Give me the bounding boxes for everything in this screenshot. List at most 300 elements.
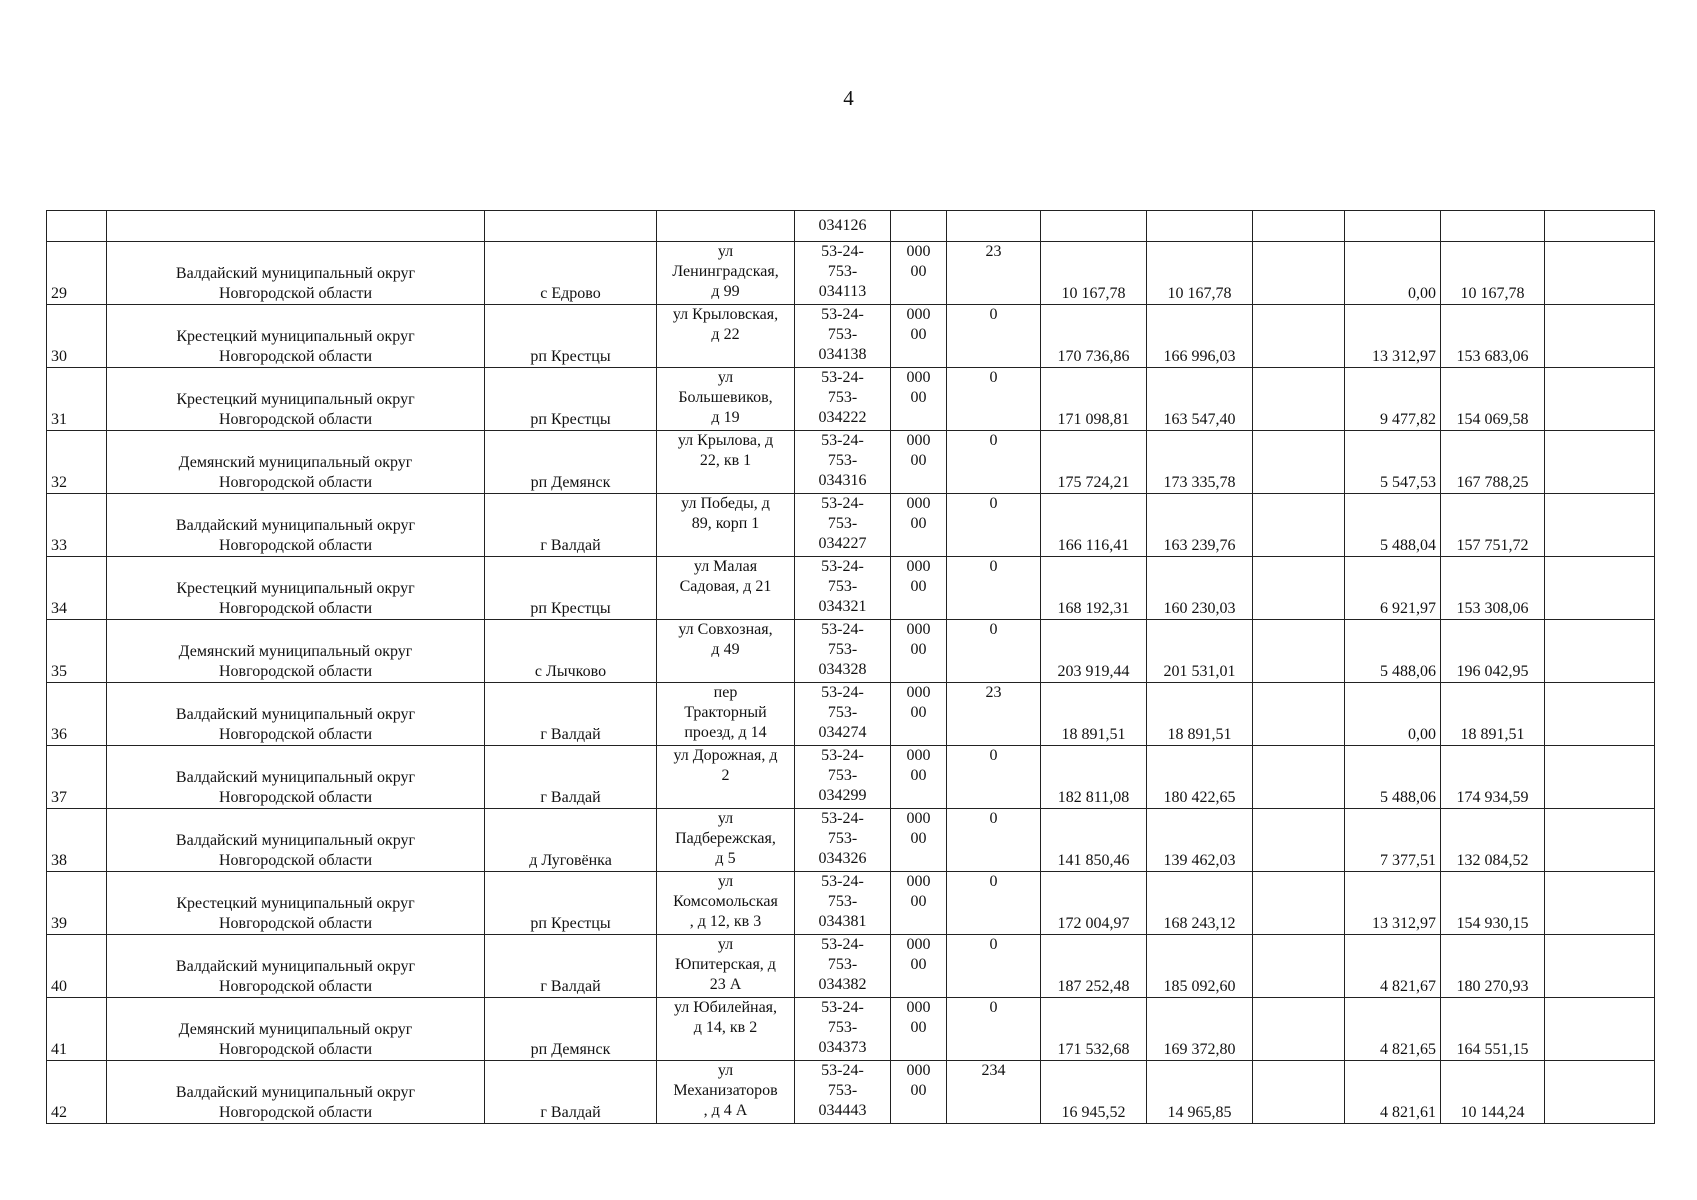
- amount-1: 171 532,68: [1041, 998, 1147, 1061]
- amount-4: 5 488,04: [1345, 494, 1441, 557]
- municipal-okrug: [107, 683, 485, 746]
- category-code: 0: [947, 431, 1041, 494]
- amount-3: [1253, 872, 1345, 935]
- continuation-row: [47, 211, 1655, 242]
- sub-code: [891, 431, 947, 494]
- amount-5: 164 551,15: [1441, 998, 1545, 1061]
- cell-line: Валдайский муниципальный округ: [175, 958, 416, 975]
- amount-3: [1253, 746, 1345, 809]
- category-code: 0: [947, 494, 1041, 557]
- cell-line: Новгородской области: [218, 411, 373, 428]
- settlement: с Едрово: [485, 242, 657, 305]
- cell-line: Новгородской области: [218, 348, 373, 365]
- table-row: [47, 998, 1655, 1061]
- settlement: рп Крестцы: [485, 557, 657, 620]
- cell-line: 53-24-: [821, 369, 864, 386]
- category-code: 0: [947, 746, 1041, 809]
- cell-line: 753-: [827, 641, 858, 658]
- amount-5: 180 270,93: [1441, 935, 1545, 998]
- register-table: [46, 210, 1655, 1124]
- row-number: 31: [47, 368, 107, 431]
- cell-line: Валдайский муниципальный округ: [175, 769, 416, 786]
- cell-line: Крестецкий муниципальный округ: [176, 580, 415, 597]
- cell-line: Комсомольская: [673, 893, 778, 910]
- cell-line: Механизаторов: [673, 1082, 778, 1099]
- address: [657, 1061, 795, 1124]
- cell-line: Новгородской области: [218, 474, 373, 491]
- table-cell: [107, 211, 485, 242]
- category-code: 23: [947, 242, 1041, 305]
- category-code: 0: [947, 368, 1041, 431]
- row-number: 40: [47, 935, 107, 998]
- category-code: 0: [947, 305, 1041, 368]
- table-cell: [47, 211, 107, 242]
- category-code: 234: [947, 1061, 1041, 1124]
- row-number: 29: [47, 242, 107, 305]
- sub-code: [891, 305, 947, 368]
- sub-code: [891, 557, 947, 620]
- page-number: 4: [843, 86, 854, 110]
- sub-code: [891, 1061, 947, 1124]
- cell-line: 034382: [818, 976, 867, 993]
- object-code: [795, 305, 891, 368]
- settlement: рп Крестцы: [485, 305, 657, 368]
- amount-5: 167 788,25: [1441, 431, 1545, 494]
- table-cell: [947, 211, 1041, 242]
- cell-line: 753-: [827, 578, 858, 595]
- cell-line: ул: [717, 1062, 734, 1079]
- cell-line: 00: [910, 893, 927, 910]
- amount-3: [1253, 809, 1345, 872]
- amount-6: [1545, 935, 1655, 998]
- cell-line: 000: [906, 936, 931, 953]
- cell-line: 22, кв 1: [699, 452, 752, 469]
- cell-line: 753-: [827, 893, 858, 910]
- amount-1: 10 167,78: [1041, 242, 1147, 305]
- cell-line: 53-24-: [821, 936, 864, 953]
- cell-line: 034299: [818, 787, 867, 804]
- category-code: 0: [947, 935, 1041, 998]
- cell-line: 00: [910, 452, 927, 469]
- cell-line: ул Победы, д: [681, 495, 770, 512]
- amount-4: 5 547,53: [1345, 431, 1441, 494]
- cell-line: 00: [910, 830, 927, 847]
- cell-line: 23 А: [709, 976, 742, 993]
- amount-3: [1253, 242, 1345, 305]
- cell-line: 53-24-: [821, 999, 864, 1016]
- cell-line: 753-: [827, 704, 858, 721]
- amount-3: [1253, 998, 1345, 1061]
- cell-line: 53-24-: [821, 684, 864, 701]
- amount-5: 153 308,06: [1441, 557, 1545, 620]
- cell-line: 53-24-: [821, 747, 864, 764]
- cell-line: Демянский муниципальный округ: [178, 454, 413, 471]
- cell-line: 00: [910, 326, 927, 343]
- amount-4: 5 488,06: [1345, 620, 1441, 683]
- cell-line: 034443: [818, 1102, 867, 1119]
- cell-line: ул Крыловская,: [672, 306, 779, 323]
- row-number: 30: [47, 305, 107, 368]
- cell-line: Валдайский муниципальный округ: [175, 1084, 416, 1101]
- amount-2: 173 335,78: [1147, 431, 1253, 494]
- cell-line: 000: [906, 369, 931, 386]
- address: [657, 368, 795, 431]
- category-code: 0: [947, 809, 1041, 872]
- amount-4: 4 821,67: [1345, 935, 1441, 998]
- cell-line: Новгородской области: [218, 537, 373, 554]
- sub-code: [891, 368, 947, 431]
- amount-6: [1545, 998, 1655, 1061]
- cell-line: д 22: [711, 326, 740, 343]
- cell-line: Падбережская,: [675, 830, 776, 847]
- cell-line: 000: [906, 873, 931, 890]
- cell-line: Большевиков,: [678, 389, 773, 406]
- address: [657, 494, 795, 557]
- municipal-okrug: [107, 368, 485, 431]
- cell-line: 89, корп 1: [691, 515, 760, 532]
- cell-line: Юпитерская, д: [675, 956, 776, 973]
- settlement: рп Крестцы: [485, 872, 657, 935]
- amount-5: 10 144,24: [1441, 1061, 1545, 1124]
- amount-4: 9 477,82: [1345, 368, 1441, 431]
- cell-line: 53-24-: [821, 495, 864, 512]
- settlement: г Валдай: [485, 746, 657, 809]
- amount-4: 13 312,97: [1345, 872, 1441, 935]
- municipal-okrug: [107, 809, 485, 872]
- amount-1: 168 192,31: [1041, 557, 1147, 620]
- amount-2: 180 422,65: [1147, 746, 1253, 809]
- amount-3: [1253, 305, 1345, 368]
- object-code: [795, 1061, 891, 1124]
- amount-3: [1253, 494, 1345, 557]
- municipal-okrug: [107, 746, 485, 809]
- cell-line: Крестецкий муниципальный округ: [176, 895, 415, 912]
- municipal-okrug: [107, 494, 485, 557]
- table-cell: [1253, 211, 1345, 242]
- cell-line: 034227: [818, 535, 867, 552]
- cell-line: 034316: [818, 472, 867, 489]
- cell-line: 034274: [818, 724, 867, 741]
- table-cell: [1545, 211, 1655, 242]
- row-number: 42: [47, 1061, 107, 1124]
- amount-6: [1545, 305, 1655, 368]
- cell-line: , д 12, кв 3: [689, 913, 762, 930]
- address: [657, 305, 795, 368]
- row-number: 34: [47, 557, 107, 620]
- cell-line: Тракторный: [684, 704, 767, 721]
- category-code: 0: [947, 998, 1041, 1061]
- cell-line: 00: [910, 1019, 927, 1036]
- amount-2: 10 167,78: [1147, 242, 1253, 305]
- address: [657, 242, 795, 305]
- amount-2: 160 230,03: [1147, 557, 1253, 620]
- cell-line: 53-24-: [821, 621, 864, 638]
- sub-code: [891, 683, 947, 746]
- amount-6: [1545, 620, 1655, 683]
- cell-line: Новгородской области: [218, 663, 373, 680]
- table-row: [47, 431, 1655, 494]
- amount-4: 5 488,06: [1345, 746, 1441, 809]
- cell-line: 53-24-: [821, 243, 864, 260]
- cell-line: 753-: [827, 389, 858, 406]
- cell-line: 00: [910, 389, 927, 406]
- object-code: [795, 746, 891, 809]
- settlement: с Лычково: [485, 620, 657, 683]
- cell-line: 00: [910, 263, 927, 280]
- cell-line: ул: [717, 243, 734, 260]
- cell-line: 000: [906, 1062, 931, 1079]
- amount-2: 163 547,40: [1147, 368, 1253, 431]
- object-code: [795, 368, 891, 431]
- cell-line: Новгородской области: [218, 285, 373, 302]
- cell-line: Новгородской области: [218, 852, 373, 869]
- object-code: [795, 620, 891, 683]
- cell-line: проезд, д 14: [684, 724, 767, 741]
- cell-line: Валдайский муниципальный округ: [175, 706, 416, 723]
- cell-line: 753-: [827, 452, 858, 469]
- cell-line: Новгородской области: [218, 978, 373, 995]
- cell-line: 753-: [827, 956, 858, 973]
- municipal-okrug: [107, 872, 485, 935]
- table-row: [47, 683, 1655, 746]
- cell-line: пер: [713, 684, 738, 701]
- settlement: г Валдай: [485, 494, 657, 557]
- amount-5: 18 891,51: [1441, 683, 1545, 746]
- amount-3: [1253, 620, 1345, 683]
- municipal-okrug: [107, 557, 485, 620]
- cell-line: 000: [906, 621, 931, 638]
- row-number: 41: [47, 998, 107, 1061]
- cell-line: ул Юбилейная,: [673, 999, 778, 1016]
- cell-line: 753-: [827, 830, 858, 847]
- cell-line: 753-: [827, 767, 858, 784]
- cell-line: 000: [906, 810, 931, 827]
- sub-code: [891, 809, 947, 872]
- amount-1: 170 736,86: [1041, 305, 1147, 368]
- cell-line: Демянский муниципальный округ: [178, 1021, 413, 1038]
- amount-1: 172 004,97: [1041, 872, 1147, 935]
- amount-1: 182 811,08: [1041, 746, 1147, 809]
- amount-2: 201 531,01: [1147, 620, 1253, 683]
- object-code: [795, 809, 891, 872]
- cell-line: 753-: [827, 1019, 858, 1036]
- category-code: 0: [947, 557, 1041, 620]
- amount-5: 132 084,52: [1441, 809, 1545, 872]
- cell-line: 53-24-: [821, 1062, 864, 1079]
- amount-6: [1545, 1061, 1655, 1124]
- cell-line: Крестецкий муниципальный округ: [176, 328, 415, 345]
- cell-line: д 14, кв 2: [693, 1019, 758, 1036]
- cell-line: 53-24-: [821, 810, 864, 827]
- cell-line: 753-: [827, 1082, 858, 1099]
- settlement: г Валдай: [485, 1061, 657, 1124]
- amount-6: [1545, 431, 1655, 494]
- cell-line: Ленинградская,: [672, 263, 779, 280]
- cell-line: 753-: [827, 263, 858, 280]
- object-code: [795, 494, 891, 557]
- table-row: [47, 1061, 1655, 1124]
- amount-5: 154 069,58: [1441, 368, 1545, 431]
- municipal-okrug: [107, 998, 485, 1061]
- sub-code: [891, 620, 947, 683]
- sub-code: [891, 494, 947, 557]
- table-row: [47, 620, 1655, 683]
- cell-line: д 99: [711, 283, 740, 300]
- settlement: рп Крестцы: [485, 368, 657, 431]
- amount-2: 163 239,76: [1147, 494, 1253, 557]
- cell-line: 034326: [818, 850, 867, 867]
- settlement: г Валдай: [485, 935, 657, 998]
- cell-line: 000: [906, 999, 931, 1016]
- object-code: [795, 935, 891, 998]
- cell-line: 2: [721, 767, 730, 784]
- category-code: 0: [947, 872, 1041, 935]
- settlement: рп Демянск: [485, 431, 657, 494]
- continuation-code: 034126: [795, 211, 891, 242]
- cell-line: ул: [717, 936, 734, 953]
- cell-line: 000: [906, 495, 931, 512]
- amount-1: 187 252,48: [1041, 935, 1147, 998]
- cell-line: 000: [906, 243, 931, 260]
- amount-2: 18 891,51: [1147, 683, 1253, 746]
- table-cell: [1147, 211, 1253, 242]
- cell-line: 753-: [827, 326, 858, 343]
- municipal-okrug: [107, 431, 485, 494]
- cell-line: 00: [910, 641, 927, 658]
- table-row: [47, 305, 1655, 368]
- amount-5: 196 042,95: [1441, 620, 1545, 683]
- address: [657, 872, 795, 935]
- amount-4: 13 312,97: [1345, 305, 1441, 368]
- cell-line: 53-24-: [821, 558, 864, 575]
- address: [657, 683, 795, 746]
- cell-line: Новгородской области: [218, 726, 373, 743]
- cell-line: Новгородской области: [218, 1104, 373, 1121]
- cell-line: ул: [717, 810, 734, 827]
- address: [657, 746, 795, 809]
- amount-3: [1253, 431, 1345, 494]
- cell-line: ул Крылова, д: [677, 432, 774, 449]
- cell-line: 00: [910, 767, 927, 784]
- cell-line: 000: [906, 432, 931, 449]
- cell-line: Новгородской области: [218, 915, 373, 932]
- amount-4: 6 921,97: [1345, 557, 1441, 620]
- amount-6: [1545, 872, 1655, 935]
- row-number: 32: [47, 431, 107, 494]
- cell-line: ул: [717, 369, 734, 386]
- sub-code: [891, 935, 947, 998]
- amount-6: [1545, 746, 1655, 809]
- row-number: 35: [47, 620, 107, 683]
- cell-line: Садовая, д 21: [679, 578, 772, 595]
- amount-4: 0,00: [1345, 242, 1441, 305]
- object-code: [795, 683, 891, 746]
- amount-4: 7 377,51: [1345, 809, 1441, 872]
- amount-2: 166 996,03: [1147, 305, 1253, 368]
- cell-line: 034373: [818, 1039, 867, 1056]
- cell-line: д 5: [715, 850, 736, 867]
- table-row: [47, 494, 1655, 557]
- settlement: г Валдай: [485, 683, 657, 746]
- amount-2: 168 243,12: [1147, 872, 1253, 935]
- amount-3: [1253, 935, 1345, 998]
- amount-4: 4 821,61: [1345, 1061, 1441, 1124]
- object-code: [795, 431, 891, 494]
- amount-6: [1545, 557, 1655, 620]
- amount-1: 141 850,46: [1041, 809, 1147, 872]
- amount-2: 14 965,85: [1147, 1061, 1253, 1124]
- cell-line: 53-24-: [821, 306, 864, 323]
- cell-line: 034328: [818, 661, 867, 678]
- municipal-okrug: [107, 1061, 485, 1124]
- cell-line: 00: [910, 515, 927, 532]
- cell-line: 00: [910, 956, 927, 973]
- cell-line: ул Совхозная,: [678, 621, 773, 638]
- sub-code: [891, 746, 947, 809]
- address: [657, 935, 795, 998]
- table-cell: [1345, 211, 1441, 242]
- municipal-okrug: [107, 305, 485, 368]
- amount-1: 166 116,41: [1041, 494, 1147, 557]
- amount-3: [1253, 557, 1345, 620]
- row-number: 38: [47, 809, 107, 872]
- amount-6: [1545, 809, 1655, 872]
- row-number: 37: [47, 746, 107, 809]
- amount-2: 139 462,03: [1147, 809, 1253, 872]
- object-code: [795, 242, 891, 305]
- address: [657, 431, 795, 494]
- sub-code: [891, 242, 947, 305]
- amount-5: 174 934,59: [1441, 746, 1545, 809]
- amount-1: 16 945,52: [1041, 1061, 1147, 1124]
- cell-line: 034321: [818, 598, 867, 615]
- cell-line: д 19: [711, 409, 740, 426]
- amount-5: 10 167,78: [1441, 242, 1545, 305]
- amount-1: 175 724,21: [1041, 431, 1147, 494]
- cell-line: 000: [906, 747, 931, 764]
- amount-1: 171 098,81: [1041, 368, 1147, 431]
- cell-line: Новгородской области: [218, 600, 373, 617]
- cell-line: 53-24-: [821, 432, 864, 449]
- cell-line: 00: [910, 704, 927, 721]
- amount-3: [1253, 683, 1345, 746]
- table-row: [47, 935, 1655, 998]
- cell-line: Новгородской области: [218, 1041, 373, 1058]
- cell-line: 034381: [818, 913, 867, 930]
- settlement: рп Демянск: [485, 998, 657, 1061]
- table-row: [47, 557, 1655, 620]
- table-row: [47, 809, 1655, 872]
- amount-2: 169 372,80: [1147, 998, 1253, 1061]
- object-code: [795, 872, 891, 935]
- table-cell: [1041, 211, 1147, 242]
- cell-line: 00: [910, 1082, 927, 1099]
- address: [657, 998, 795, 1061]
- amount-1: 203 919,44: [1041, 620, 1147, 683]
- cell-line: Валдайский муниципальный округ: [175, 265, 416, 282]
- amount-5: 154 930,15: [1441, 872, 1545, 935]
- cell-line: ул Дорожная, д: [673, 747, 778, 764]
- cell-line: ул Малая: [693, 558, 758, 575]
- amount-3: [1253, 368, 1345, 431]
- table-cell: [1441, 211, 1545, 242]
- municipal-okrug: [107, 935, 485, 998]
- table-row: [47, 368, 1655, 431]
- cell-line: Новгородской области: [218, 789, 373, 806]
- address: [657, 809, 795, 872]
- amount-6: [1545, 494, 1655, 557]
- amount-3: [1253, 1061, 1345, 1124]
